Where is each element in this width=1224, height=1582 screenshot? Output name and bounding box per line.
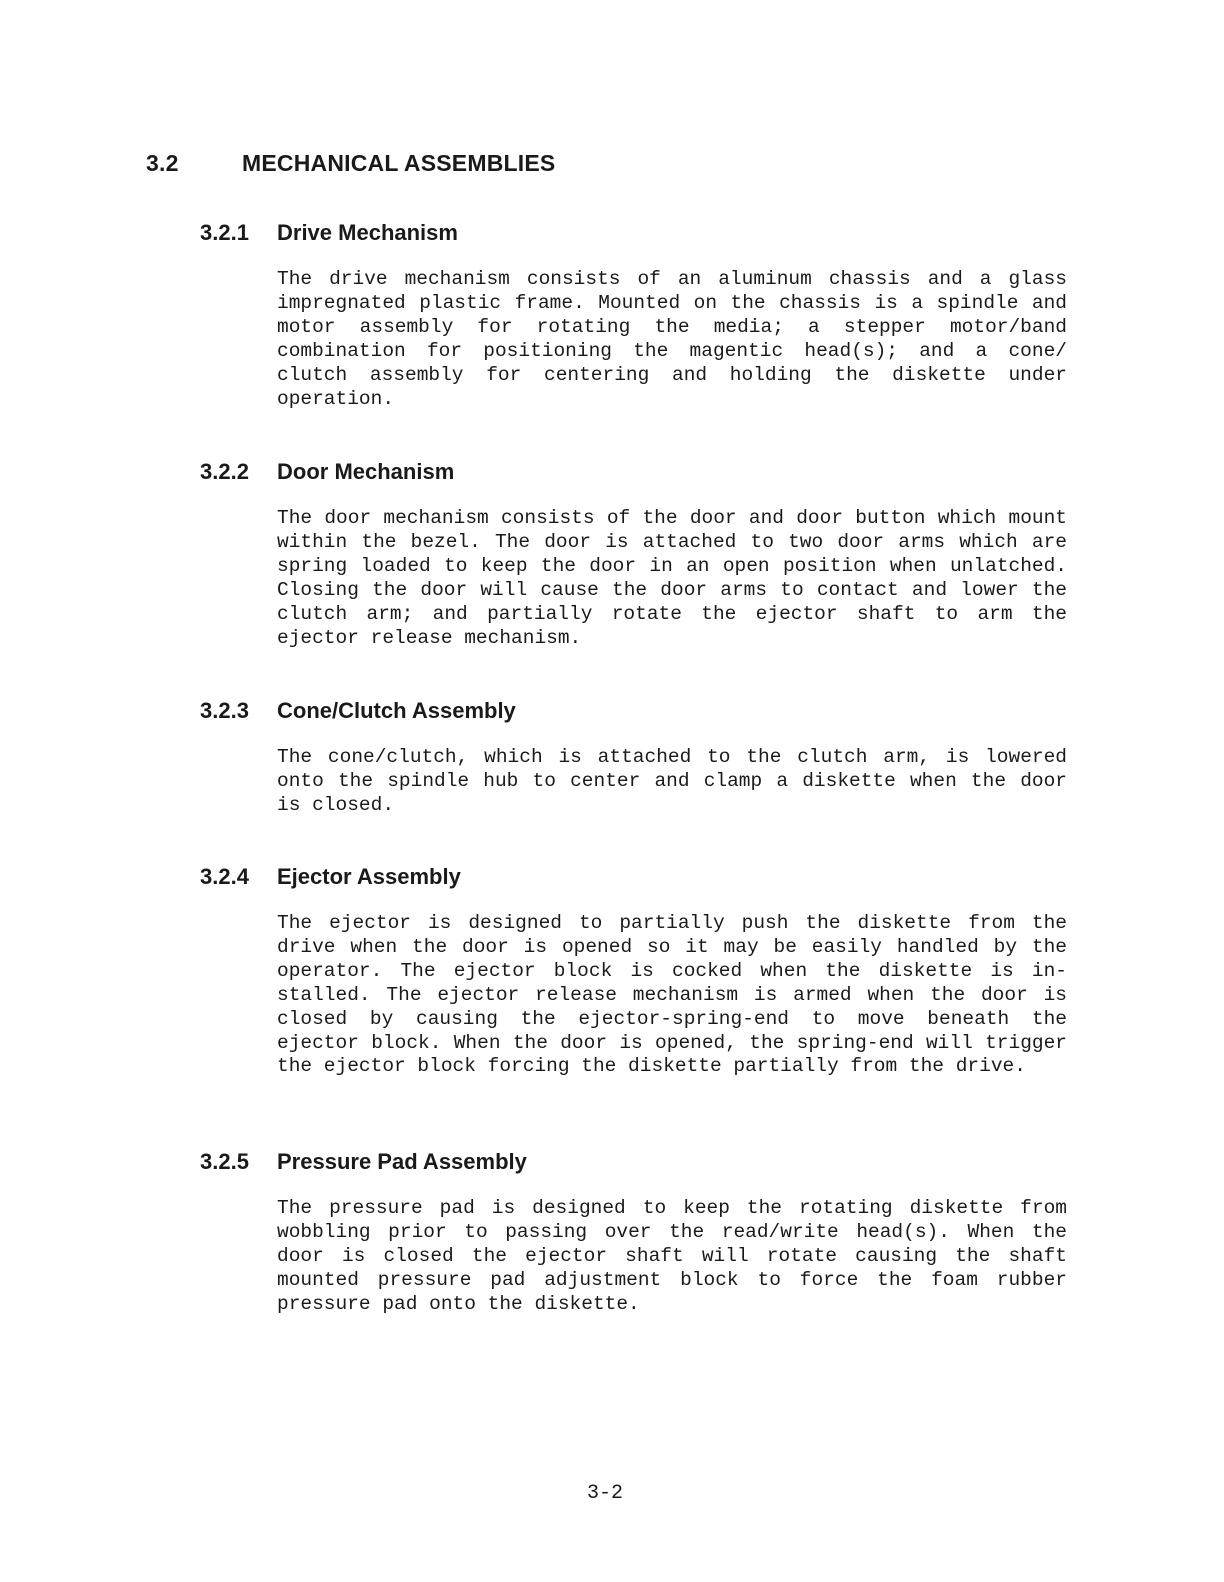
subsection-paragraph: The door mechanism consists of the door and door button which mount within the bezel. The door is attached to two door arms which are spring loaded to keep the door in an open position when unlatched. Closing the door will cause the door arms to contact and lower the clutch arm; and partially rotate the ejector shaft to arm the ejector release mechanism. [277, 507, 1067, 649]
subsection-heading [200, 698, 1080, 728]
section-title: MECHANICAL ASSEMBLIES [242, 150, 556, 176]
page-number: 3-2 [586, 1482, 623, 1505]
subsection-paragraph: The cone/clutch, which is attached to the clutch arm, is lowered onto the spindle hub to center and clamp a diskette when the door is closed. [277, 746, 1067, 816]
subsection-pressure-pad-assembly [200, 1149, 1080, 1315]
subsection-number: 3.2.3 [200, 698, 249, 723]
subsection-number: 3.2.5 [200, 1149, 249, 1174]
subsection-heading [200, 220, 1080, 250]
subsection-ejector-assembly [200, 864, 1080, 1078]
subsection-door-mechanism [200, 459, 1080, 649]
subsection-number: 3.2.4 [200, 864, 249, 889]
subsection-cone-clutch-assembly [200, 698, 1080, 816]
subsection-number: 3.2.2 [200, 459, 249, 484]
subsection-title: Drive Mechanism [277, 220, 458, 245]
subsection-title: Ejector Assembly [277, 864, 461, 889]
section-number: 3.2 [146, 150, 179, 176]
subsection-title: Cone/Clutch Assembly [277, 698, 516, 723]
subsection-title: Pressure Pad Assembly [277, 1149, 527, 1174]
subsection-paragraph: The drive mechanism consists of an aluminum chassis and a glass impregnated plastic frame. Mounted on the chassis is a spindle and motor assembly for rotating the media; a stepper motor/band combination for positioning the magentic head(s); and a cone/ clutch assembly for centering and holding the diskette under operation. [277, 268, 1067, 410]
subsection-heading [200, 1149, 1080, 1179]
subsection-title: Door Mechanism [277, 459, 455, 484]
subsection-paragraph: The pressure pad is designed to keep the rotating diskette from wobbling prior to passing over the read/write head(s). When the door is closed the ejector shaft will rotate causing the shaft mounted pressure pad adjustment block to force the foam rubber pressure pad onto the diskette. [277, 1197, 1067, 1315]
subsection-drive-mechanism [200, 220, 1080, 410]
subsection-heading [200, 459, 1080, 489]
subsection-heading [200, 864, 1080, 894]
subsection-paragraph: The ejector is designed to partially push the diskette from the drive when the door is opened so it may be easily handled by the operator. The ejector block is cocked when the diskette is in-stalled. The ejector release mechanism is armed when the door is closed by causing the ejector-spring-end to move beneath the ejector block. When the door is opened, the spring-end will trigger the ejector block forcing the diskette partially from the drive. [277, 912, 1067, 1078]
subsection-number: 3.2.1 [200, 220, 249, 245]
